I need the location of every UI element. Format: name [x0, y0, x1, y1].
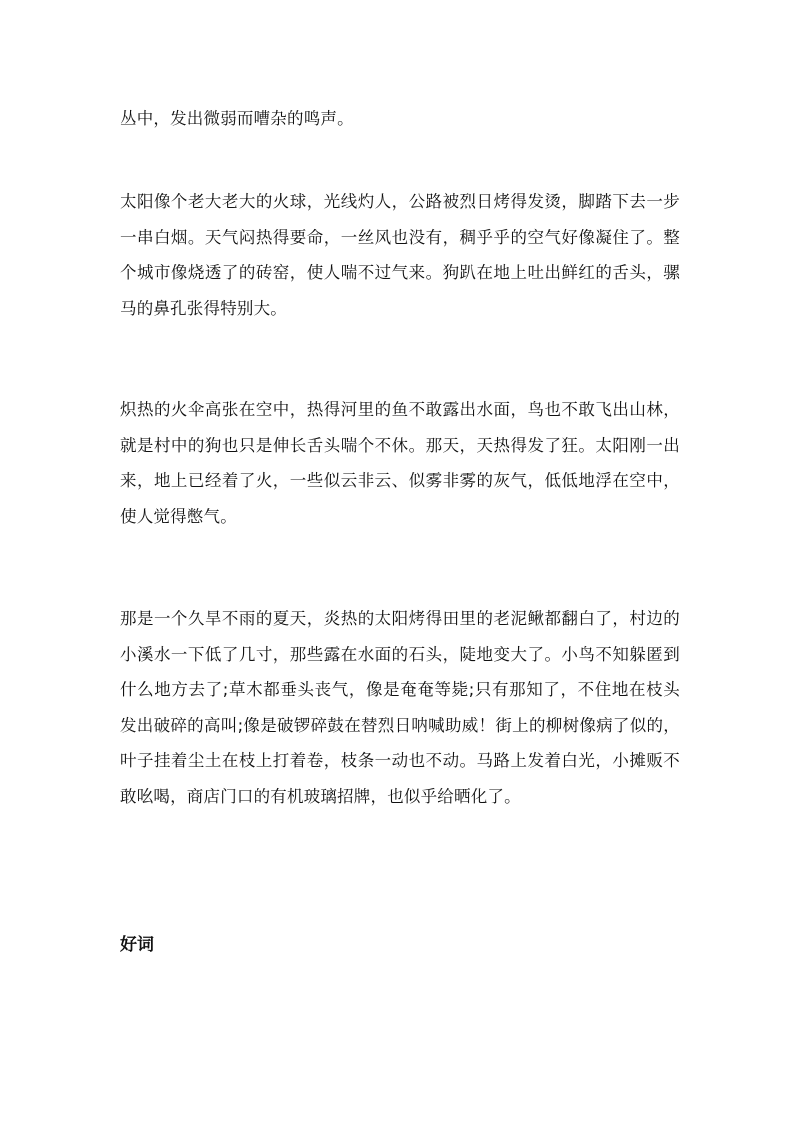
paragraph-blazing-umbrella: 炽热的火伞高张在空中，热得河里的鱼不敢露出水面，鸟也不敢飞出山林，就是村中的狗也只是伸长舌头喘个不休。那天，天热得发了狂。太阳刚一出来，地上已经着了火，一些似云非云、似雾非雾的灰气，低低地浮在空中，使人觉得憋气。: [120, 400, 680, 526]
paragraph-drought-summer: 那是一个久旱不雨的夏天，炎热的太阳烤得田里的老泥鳅都翻白了，村边的小溪水一下低了几寸，那些露在水面的石头，陡地变大了。小鸟不知躲匿到什么地方去了;草木都垂头丧气，像是奄奄等毙;只有那知了，不住地在枝头发出破碎的高叫;像是破锣碎鼓在替烈日呐喊助威！街上的柳树像病了似的，叶子挂着尘土在枝上打着卷，枝条一动也不动。马路上发着白光，小摊贩不敢吆喝，商店门口的有机玻璃招牌，也似乎给晒化了。: [120, 609, 680, 806]
section-heading-good-words: 好词: [120, 935, 154, 955]
paragraph-birds-chirping: 丛中，发出微弱而嘈杂的鸣声。: [120, 109, 354, 128]
paragraph-sun-fireball: 太阳像个老大老大的火球，光线灼人，公路被烈日烤得发烫，脚踏下去一步一串白烟。天气闷热得要命，一丝风也没有，稠乎乎的空气好像凝住了。整个城市像烧透了的砖窑，使人喘不过气来。狗趴在地上吐出鲜红的舌头，骡马的鼻孔张得特别大。: [120, 192, 680, 318]
